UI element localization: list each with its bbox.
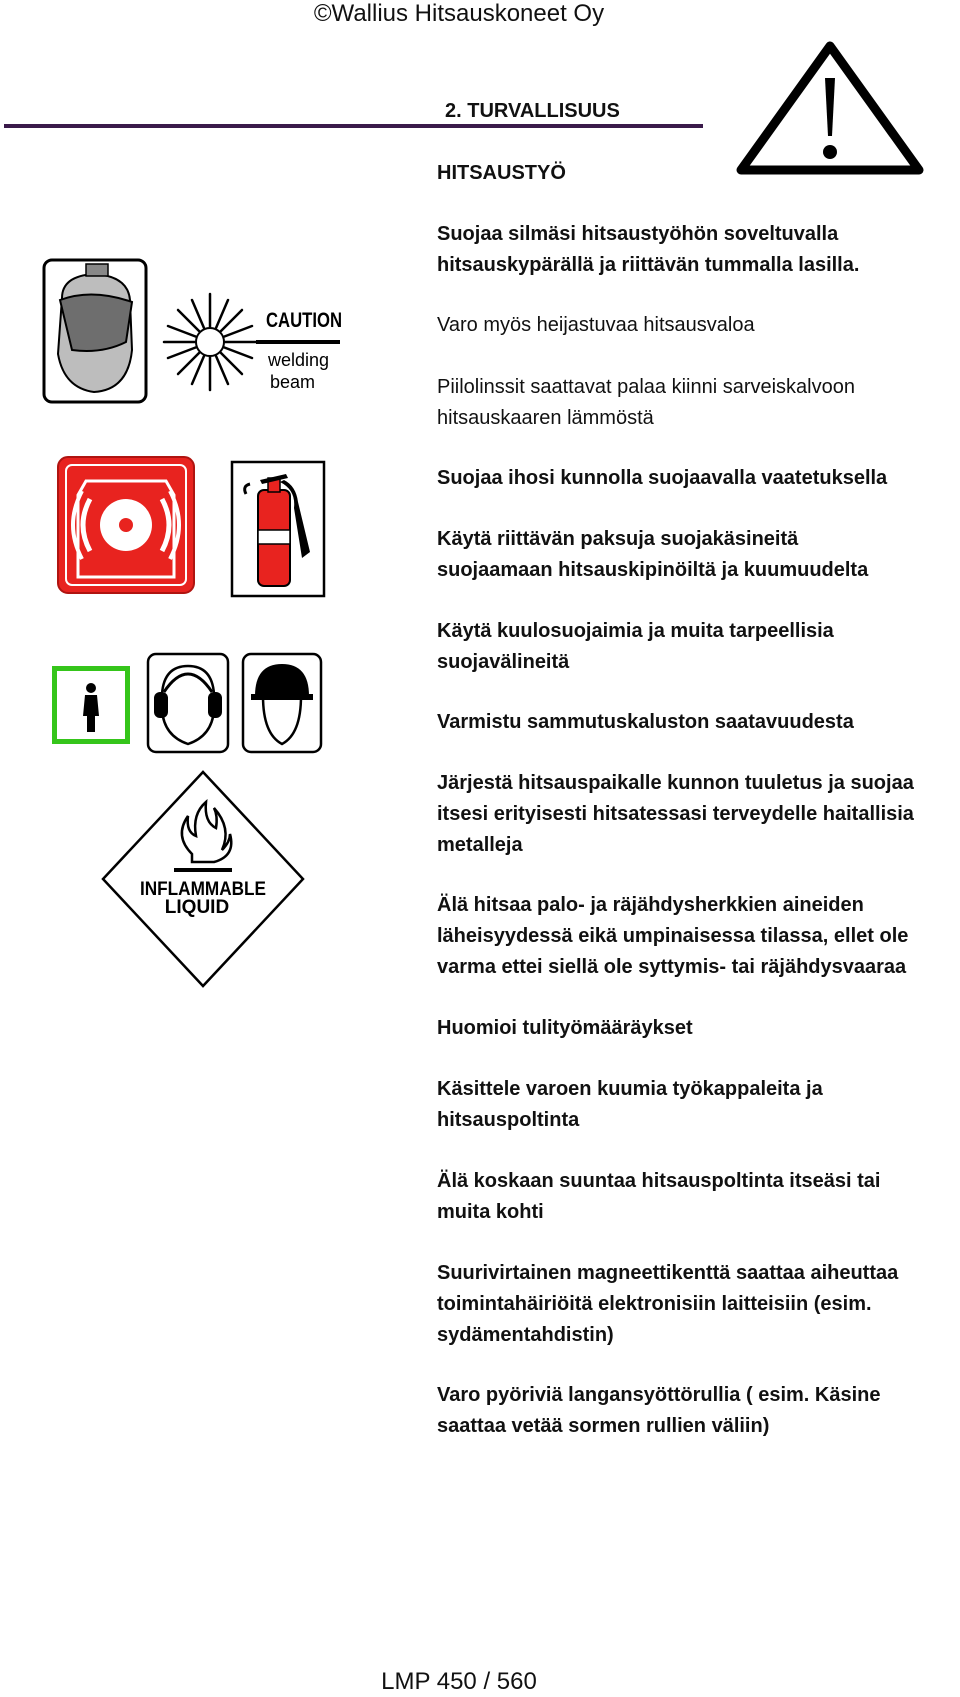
paragraph: Käytä riittävän paksuja suojakäsineitä suojaamaan hitsauskipinöiltä ja kuumuudelta xyxy=(437,528,869,581)
fire-alarm-icon xyxy=(56,455,196,595)
flammable-label-line2: LIQUID xyxy=(164,897,230,918)
paragraph: Älä koskaan suuntaa hitsauspoltinta itseäsi tai muita kohti xyxy=(437,1170,881,1223)
paragraph: Suojaa ihosi kunnolla suojaavalla vaatetuksella xyxy=(437,467,888,489)
caution-label: CAUTION xyxy=(266,309,342,332)
subheading: HITSAUSTYÖ xyxy=(437,162,566,184)
hard-hat-icon xyxy=(241,652,323,754)
flammable-label-line1: INFLAMMABLE xyxy=(140,879,266,900)
paragraph: Järjestä hitsauspaikalle kunnon tuuletus ja suojaa itsesi erityisesti hitsatessasi terveydelle haitallisia metalleja xyxy=(437,772,914,856)
ear-protection-icon xyxy=(146,652,230,754)
paragraph: Käytä kuulosuojaimia ja muita tarpeellisia suojavälineitä xyxy=(437,620,834,673)
paragraph: Älä hitsaa palo- ja räjähdysherkkien aineiden läheisyydessä eikä umpinaisessa tilassa, ellet ole varma ettei siellä ole syttymis- tai räjähdysvaaraa xyxy=(437,894,909,978)
paragraph: Piilolinssit saattavat palaa kiinni sarveiskalvoon hitsauskaaren lämmöstä xyxy=(437,376,855,429)
paragraph: Huomioi tulityömääräykset xyxy=(437,1017,693,1039)
fire-extinguisher-icon xyxy=(230,460,326,598)
caution-welding-label: welding xyxy=(268,350,330,370)
person-sign-icon xyxy=(50,664,132,746)
page-header: ©Wallius Hitsauskoneet Oy xyxy=(313,0,605,27)
header-rule xyxy=(4,124,703,128)
paragraph: Varmistu sammutuskaluston saatavuudesta xyxy=(437,711,854,733)
paragraph: Käsittele varoen kuumia työkappaleita ja hitsauspoltinta xyxy=(437,1078,823,1131)
warning-triangle-icon xyxy=(735,40,925,178)
page-footer: LMP 450 / 560 xyxy=(381,1668,537,1695)
flammable-liquid-icon xyxy=(100,770,306,988)
paragraph: Varo pyöriviä langansyöttörullia ( esim. Käsine saattaa vetää sormen rullien väliin) xyxy=(437,1384,881,1437)
paragraph: Suurivirtainen magneettikenttä saattaa aiheuttaa toimintahäiriöitä elektronisiin laitteisiin (esim. sydämentahdistin) xyxy=(437,1262,899,1346)
paragraph: Suojaa silmäsi hitsaustyöhön soveltuvalla hitsauskypärällä ja riittävän tummalla lasilla. xyxy=(437,223,860,276)
welding-helmet-icon xyxy=(42,258,148,404)
caution-welding-beam-icon xyxy=(160,290,350,400)
section-title: 2. TURVALLISUUS xyxy=(445,100,620,122)
paragraph: Varo myös heijastuvaa hitsausvaloa xyxy=(437,314,755,336)
caution-beam-label: beam xyxy=(270,372,316,392)
